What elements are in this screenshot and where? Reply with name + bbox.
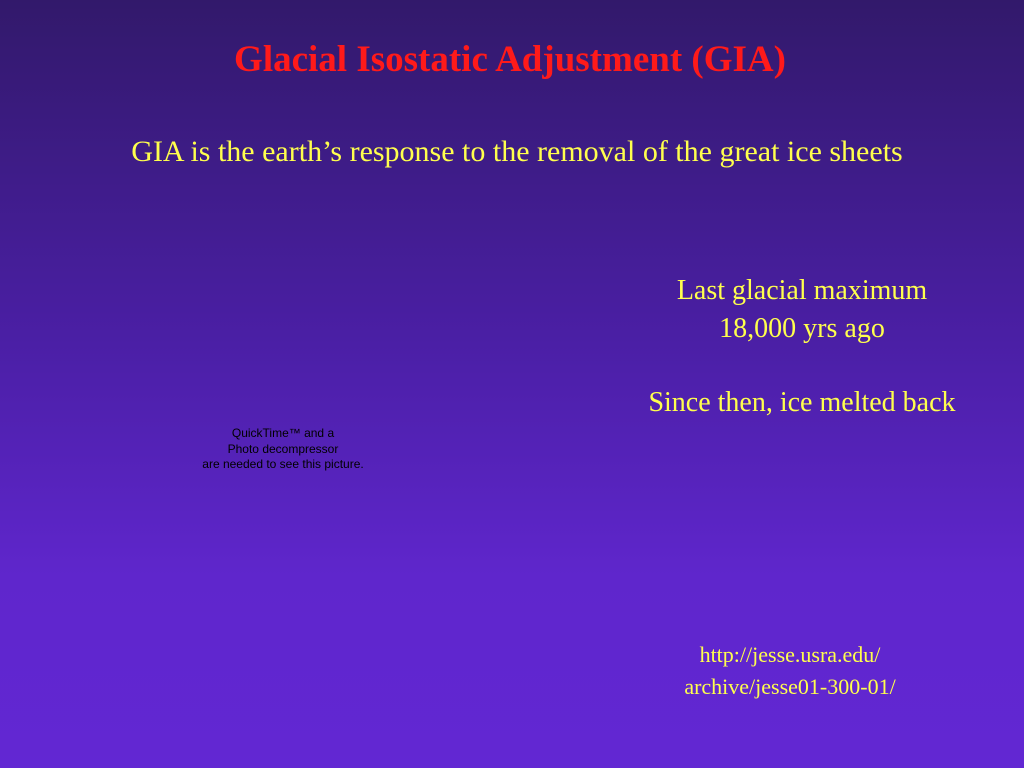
placeholder-line-2: Photo decompressor: [227, 441, 339, 456]
ice-melt-note: Since then, ice melted back: [648, 387, 956, 418]
slide-subtitle: GIA is the earth’s response to the removal of the great ice sheets: [131, 135, 903, 168]
source-url-line-2: archive/jesse01-300-01/: [684, 674, 896, 699]
slide-title: Glacial Isostatic Adjustment (GIA): [234, 39, 786, 80]
source-url-line-1: http://jesse.usra.edu/: [699, 642, 881, 667]
placeholder-line-1: QuickTime™ and a: [231, 426, 335, 440]
glacial-maximum-label: Last glacial maximum: [676, 275, 928, 306]
missing-image-placeholder: [170, 426, 396, 473]
placeholder-line-3: are needed to see this picture.: [202, 457, 364, 471]
glacial-maximum-age: 18,000 yrs ago: [719, 313, 885, 344]
